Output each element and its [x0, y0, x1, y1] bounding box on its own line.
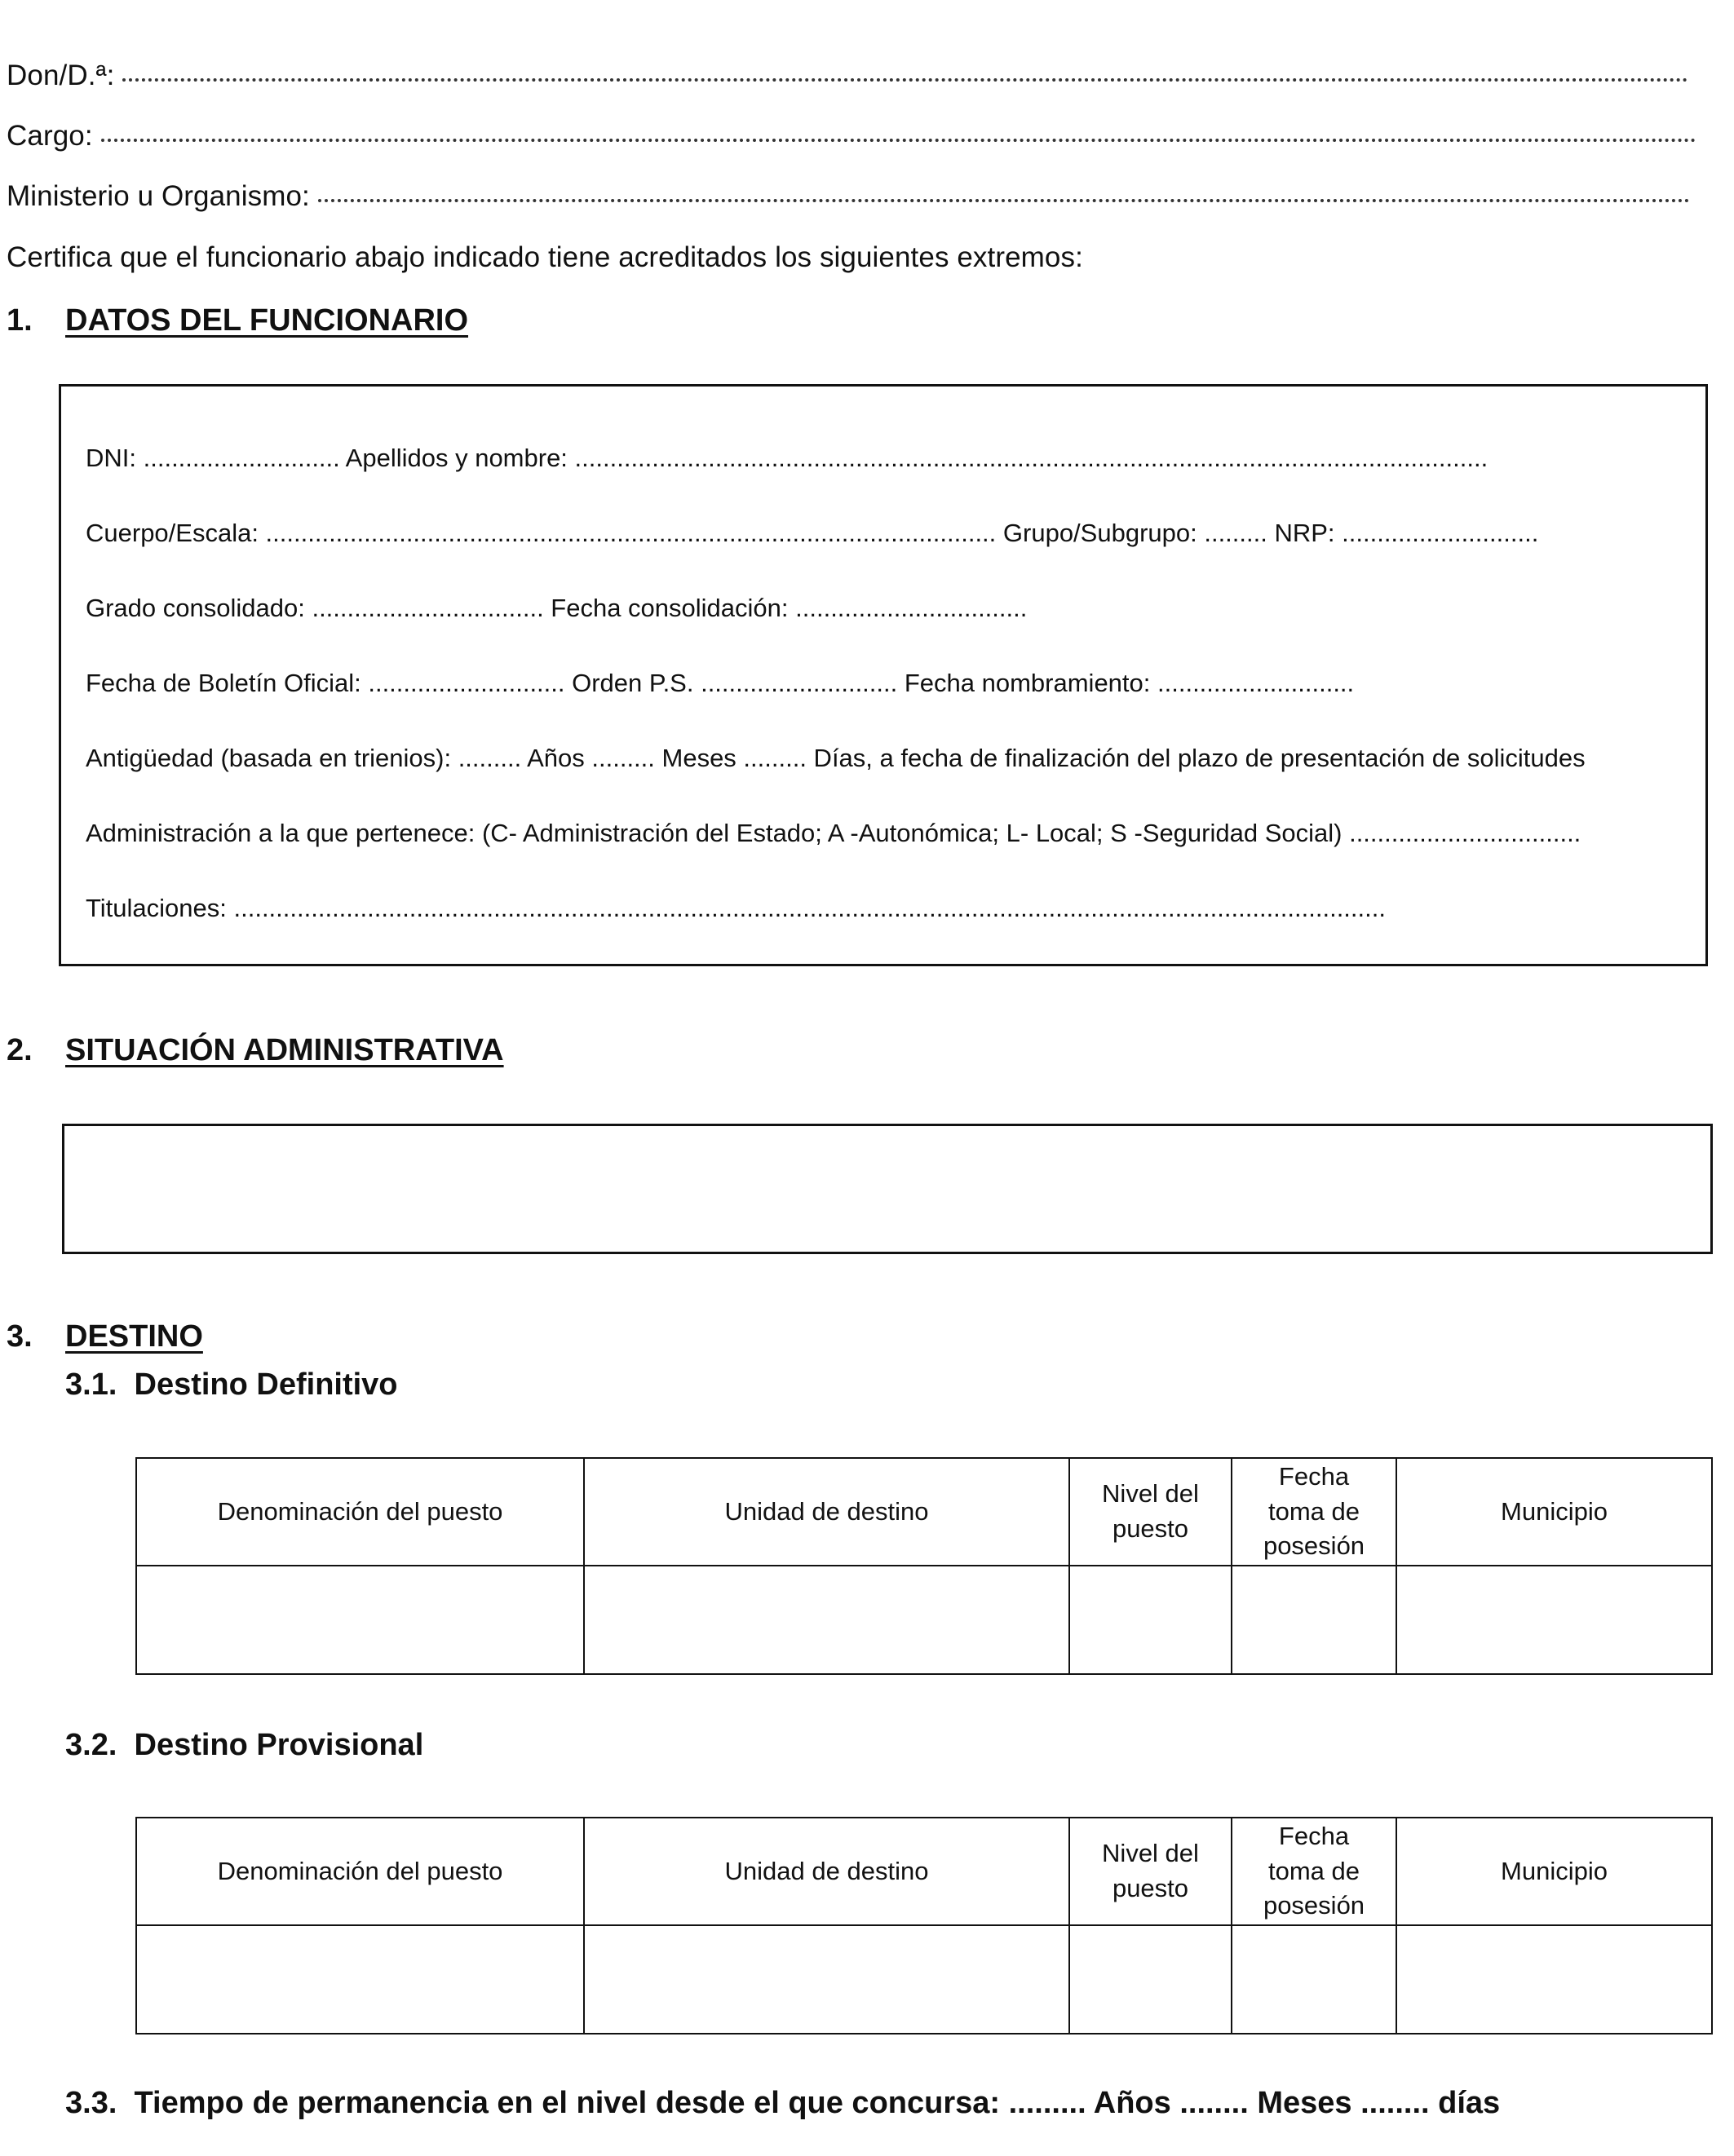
- table-row: [136, 1925, 1712, 2034]
- table-row: [136, 1566, 1712, 1674]
- tiempo-permanencia-title: 3.3. Tiempo de permanencia en el nivel desde el que concursa: ......... Años ........ Meses ........ días: [65, 2086, 1501, 2120]
- section1-title: DATOS DEL FUNCIONARIO: [65, 303, 469, 338]
- administracion-line[interactable]: Administración a la que pertenece: (C- Administración del Estado; A -Autonómica; L- Local; S -Seguridad Social) .................................: [86, 819, 1581, 847]
- cell-unidad[interactable]: [584, 1566, 1069, 1674]
- cell-nivel[interactable]: [1069, 1925, 1232, 2034]
- header-nivel-l2: puesto: [1112, 1874, 1189, 1902]
- ministerio-line: [7, 180, 1690, 213]
- cell-denominacion[interactable]: [136, 1566, 584, 1674]
- don-line: [7, 60, 1688, 92]
- destino-provisional-title: 3.2. Destino Provisional: [65, 1728, 424, 1762]
- header-denominacion: Denominación del puesto: [136, 1818, 584, 1925]
- cell-fecha[interactable]: [1232, 1925, 1396, 2034]
- fecha-boletin-line[interactable]: Fecha de Boletín Oficial: ............................ Orden P.S. ............................ Fecha nombramiento: ............................: [86, 669, 1355, 697]
- section1-number: 1.: [7, 303, 33, 338]
- header-fecha: [1232, 1818, 1396, 1925]
- table-header-row: [136, 1818, 1712, 1925]
- table-header-row: [136, 1458, 1712, 1566]
- antiguedad-line[interactable]: Antigüedad (basada en trienios): ......... Años ......... Meses ......... Días, a fecha de finalización del plazo de presentación de solicitudes: [86, 744, 1586, 772]
- don-fill-line[interactable]: [122, 78, 1688, 82]
- cargo-fill-line[interactable]: [101, 139, 1696, 142]
- header-nivel: [1069, 1458, 1232, 1566]
- header-municipio: Municipio: [1396, 1818, 1712, 1925]
- cell-denominacion[interactable]: [136, 1925, 584, 2034]
- cuerpo-escala-line[interactable]: Cuerpo/Escala: ........................................................................................................ Grupo/Subgrupo: ......... NRP: ............................: [86, 519, 1539, 547]
- header-fecha-l2: toma de: [1267, 1496, 1360, 1526]
- cell-municipio[interactable]: [1396, 1566, 1712, 1674]
- header-fecha-l2: toma de: [1267, 1856, 1360, 1885]
- ministerio-label: Ministerio u Organismo:: [7, 180, 310, 212]
- destino-definitivo-table: [135, 1457, 1713, 1675]
- cell-unidad[interactable]: [584, 1925, 1069, 2034]
- section3-number: 3.: [7, 1319, 33, 1354]
- datos-funcionario-box: [59, 384, 1708, 966]
- cell-municipio[interactable]: [1396, 1925, 1712, 2034]
- header-municipio: Municipio: [1396, 1458, 1712, 1566]
- destino-provisional-table: [135, 1817, 1713, 2035]
- situacion-administrativa-box[interactable]: [62, 1124, 1713, 1254]
- header-fecha-l3: posesión: [1263, 1531, 1365, 1561]
- cell-fecha[interactable]: [1232, 1566, 1396, 1674]
- cell-nivel[interactable]: [1069, 1566, 1232, 1674]
- header-denominacion: Denominación del puesto: [136, 1458, 584, 1566]
- don-label: Don/D.ª:: [7, 60, 115, 91]
- header-nivel-l1: Nivel del: [1102, 1479, 1199, 1509]
- cargo-line: [7, 120, 1696, 152]
- header-unidad: Unidad de destino: [584, 1458, 1069, 1566]
- header-unidad: Unidad de destino: [584, 1818, 1069, 1925]
- header-nivel-l2: puesto: [1112, 1514, 1189, 1543]
- ministerio-fill-line[interactable]: [318, 199, 1690, 202]
- section3-title: DESTINO: [65, 1319, 203, 1354]
- grado-consolidado-line[interactable]: Grado consolidado: ................................. Fecha consolidación: .................................: [86, 594, 1028, 622]
- dni-line[interactable]: DNI: ............................ Apellidos y nombre: ..................................................................................................................................: [86, 444, 1488, 472]
- header-fecha-l3: posesión: [1263, 1891, 1365, 1920]
- header-fecha-l1: Fecha: [1278, 1821, 1350, 1850]
- header-fecha-l1: Fecha: [1278, 1461, 1350, 1491]
- header-nivel-l1: Nivel del: [1102, 1839, 1199, 1868]
- titulaciones-line[interactable]: Titulaciones: ....................................................................................................................................................................: [86, 894, 1386, 922]
- header-nivel: [1069, 1818, 1232, 1925]
- certifica-text: Certifica que el funcionario abajo indicado tiene acreditados los siguientes extremos:: [7, 241, 1083, 273]
- section2-number: 2.: [7, 1033, 33, 1067]
- header-fecha: [1232, 1458, 1396, 1566]
- cargo-label: Cargo:: [7, 120, 93, 152]
- destino-definitivo-title: 3.1. Destino Definitivo: [65, 1367, 398, 1402]
- section2-title: SITUACIÓN ADMINISTRATIVA: [65, 1033, 504, 1067]
